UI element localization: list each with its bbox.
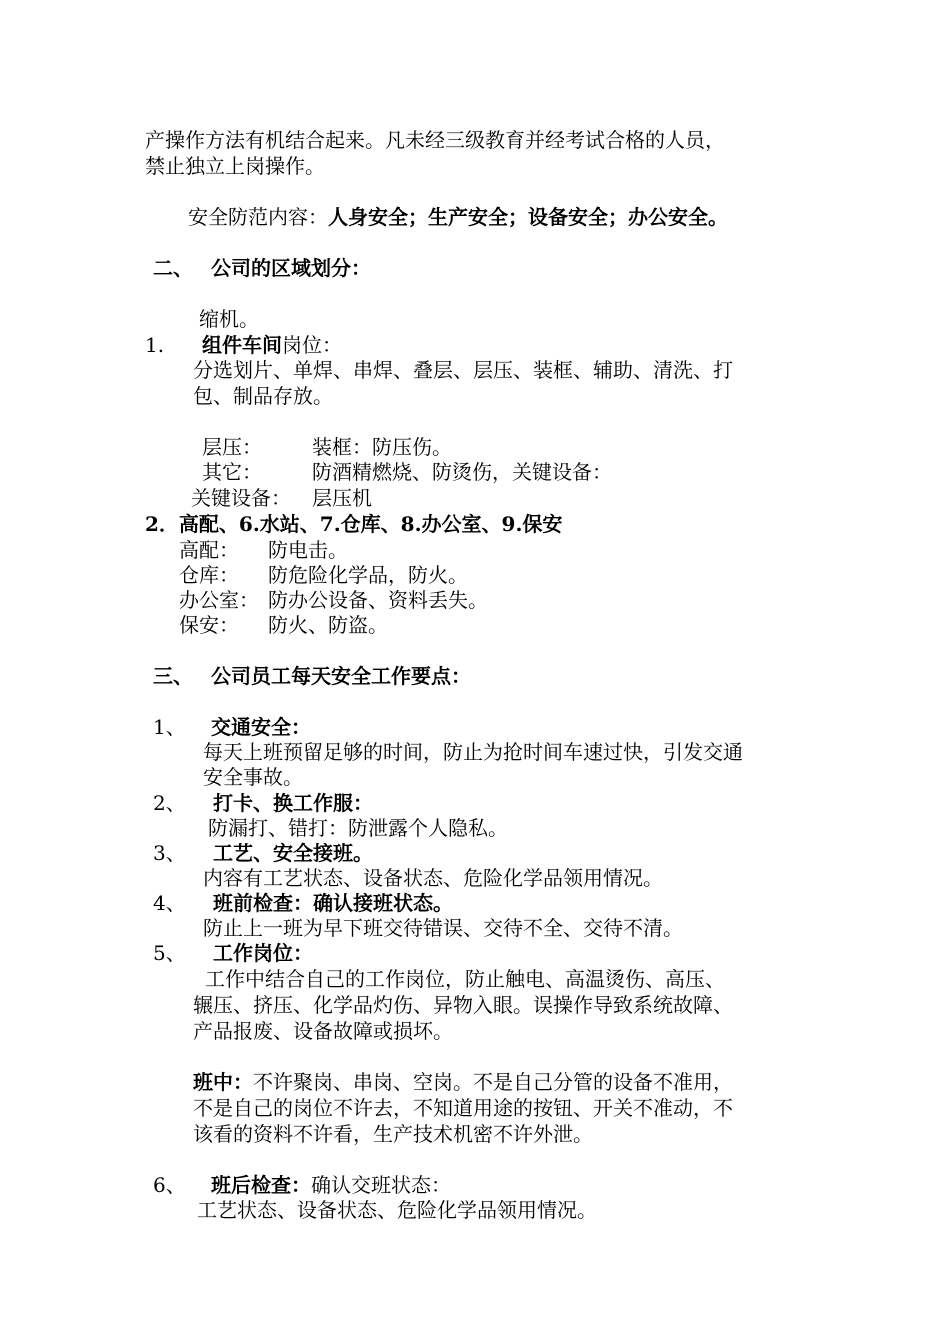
point-2-line-1: 防漏打、错打：防泄露个人隐私。 [208, 816, 508, 840]
point-1-line-2: 安全事故。 [203, 765, 303, 789]
point-5-line-3: 产品报废、设备故障或损坏。 [193, 1019, 453, 1043]
point-6-heading [211, 1172, 451, 1198]
section-2-number: 二、 [153, 256, 193, 280]
point-3-title: 工艺、安全接班。 [213, 841, 373, 865]
area-1-number: 1. [145, 333, 165, 357]
point-2-number: 2、 [153, 791, 186, 815]
point-1-title: 交通安全： [211, 715, 311, 739]
area-1-heading [202, 332, 342, 358]
area-2-row-value: 防电击。 [268, 538, 348, 562]
area-1-row-value: 层压机 [312, 486, 372, 510]
intro-line-2: 禁止独立上岗操作。 [145, 154, 325, 178]
point-5-line-1: 工作中结合自己的工作岗位，防止触电、高温烫伤、高压、 [205, 967, 725, 991]
point-5-mid-line-3: 该看的资料不许看，生产技术机密不许外泄。 [193, 1122, 593, 1146]
section-3-title: 公司员工每天安全工作要点： [211, 664, 471, 688]
area-2-row-label: 高配： [179, 538, 239, 562]
intro-line-1: 产操作方法有机结合起来。凡未经三级教育并经考试合格的人员， [145, 128, 725, 152]
area-2-row-label: 保安： [179, 613, 239, 637]
point-6-line-1: 工艺状态、设备状态、危险化学品领用情况。 [197, 1198, 597, 1222]
point-4-number: 4、 [153, 891, 186, 915]
area-1-desc-line-1: 分选划片、单焊、串焊、叠层、层压、装框、辅助、清洗、打 [193, 358, 733, 382]
point-6-title: 班后检查： [211, 1173, 311, 1197]
area-1-row-label: 其它： [202, 460, 262, 484]
point-5-mid-line-1 [193, 1069, 733, 1095]
area-1-row-label: 层压： [202, 435, 262, 459]
area-2-heading: 2．高配、6.水站、7.仓库、8.办公室、9.保安 [145, 512, 563, 536]
item-fragment: 缩机。 [199, 307, 259, 331]
area-1-row-value: 防酒精燃烧、防烫伤，关键设备： [312, 460, 612, 484]
point-5-title: 工作岗位： [213, 941, 313, 965]
section-2-title: 公司的区域划分： [211, 256, 371, 280]
point-1-line-1: 每天上班预留足够的时间，防止为抢时间车速过快，引发交通 [203, 740, 743, 764]
section-3-number: 三、 [153, 664, 193, 688]
point-6-title-suffix: 确认交班状态： [311, 1173, 451, 1197]
area-1-desc-line-2: 包、制品存放。 [193, 384, 333, 408]
area-2-row-value: 防危险化学品，防火。 [268, 563, 468, 587]
point-5-mid-text: 不许聚岗、串岗、空岗。不是自己分管的设备不准用， [253, 1070, 733, 1094]
point-5-mid-label: 班中： [193, 1070, 253, 1094]
point-4-title: 班前检查：确认接班状态。 [213, 891, 453, 915]
point-6-number: 6、 [153, 1173, 186, 1197]
point-3-line-1: 内容有工艺状态、设备状态、危险化学品领用情况。 [203, 866, 663, 890]
area-1-title: 组件车间 [202, 333, 282, 357]
safety-scope [188, 204, 728, 230]
area-2-row-label: 仓库： [179, 563, 239, 587]
point-2-title: 打卡、换工作服： [213, 791, 373, 815]
point-4-line-1: 防止上一班为早下班交待错误、交待不全、交待不清。 [203, 916, 683, 940]
safety-scope-content: 人身安全；生产安全；设备安全；办公安全。 [328, 205, 728, 229]
point-5-number: 5、 [153, 941, 186, 965]
point-3-number: 3、 [153, 841, 186, 865]
area-1-row-value: 装框：防压伤。 [312, 435, 452, 459]
area-1-row-label: 关键设备： [191, 486, 291, 510]
area-2-row-value: 防办公设备、资料丢失。 [268, 588, 488, 612]
area-1-suffix: 岗位： [282, 333, 342, 357]
area-2-row-label: 办公室： [179, 588, 259, 612]
point-1-number: 1、 [153, 715, 186, 739]
area-2-row-value: 防火、防盗。 [268, 613, 388, 637]
point-5-line-2: 辗压、挤压、化学品灼伤、异物入眼。误操作导致系统故障、 [193, 993, 733, 1017]
safety-scope-label: 安全防范内容： [188, 205, 328, 229]
point-5-mid-line-2: 不是自己的岗位不许去，不知道用途的按钮、开关不准动，不 [193, 1096, 733, 1120]
